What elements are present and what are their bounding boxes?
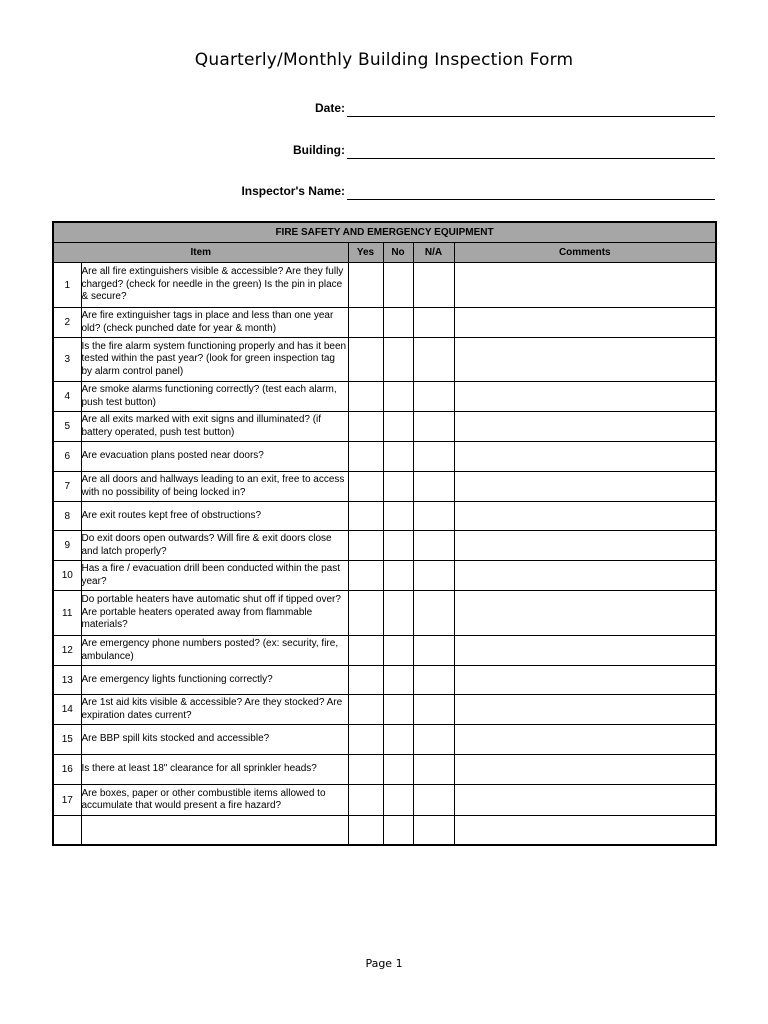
- na-cell[interactable]: [413, 382, 454, 412]
- question-text: Are exit routes kept free of obstructions?: [81, 509, 262, 521]
- row-question: [81, 442, 348, 472]
- yes-cell[interactable]: [348, 412, 383, 442]
- no-cell[interactable]: [383, 382, 413, 412]
- row-question: [81, 591, 348, 636]
- inspection-table: [52, 221, 717, 846]
- row-question: [81, 338, 348, 382]
- section-title: FIRE SAFETY AND EMERGENCY EQUIPMENT: [53, 222, 716, 243]
- row-number: 15: [53, 725, 81, 755]
- na-cell[interactable]: [413, 561, 454, 591]
- row-question: [81, 666, 348, 695]
- no-cell[interactable]: [383, 263, 413, 308]
- row-number: 12: [53, 636, 81, 666]
- na-cell[interactable]: [413, 531, 454, 561]
- table-row: [53, 382, 716, 412]
- comments-cell[interactable]: [454, 591, 716, 636]
- question-text: Are emergency phone numbers posted? (ex: security, fire, ambulance): [81, 638, 339, 662]
- building-input-line[interactable]: [347, 138, 715, 159]
- no-cell[interactable]: [383, 666, 413, 695]
- table-row: [53, 725, 716, 755]
- comments-cell[interactable]: [454, 308, 716, 338]
- comments-cell[interactable]: [454, 755, 716, 785]
- no-cell[interactable]: [383, 785, 413, 816]
- building-label: Building:: [293, 143, 345, 157]
- no-cell[interactable]: [383, 308, 413, 338]
- question-text: Are 1st aid kits visible & accessible? Are they stocked? Are expiration dates current?: [81, 697, 343, 721]
- row-question: [81, 308, 348, 338]
- na-cell[interactable]: [413, 636, 454, 666]
- row-number: 6: [53, 442, 81, 472]
- na-cell[interactable]: [413, 412, 454, 442]
- yes-cell[interactable]: [348, 472, 383, 502]
- row-question: [81, 263, 348, 308]
- yes-cell[interactable]: [348, 695, 383, 725]
- row-question: [81, 412, 348, 442]
- section-header-row: [53, 222, 716, 243]
- comments-cell[interactable]: [454, 382, 716, 412]
- row-number: 10: [53, 561, 81, 591]
- no-cell[interactable]: [383, 591, 413, 636]
- table-row: [53, 308, 716, 338]
- page-number: Page 1: [365, 957, 403, 970]
- row-number: 2: [53, 308, 81, 338]
- yes-cell[interactable]: [348, 725, 383, 755]
- date-label: Date:: [314, 101, 345, 115]
- comments-cell[interactable]: [454, 785, 716, 816]
- inspector-name-field: [0, 178, 768, 200]
- na-cell[interactable]: [413, 816, 454, 846]
- table-row: [53, 263, 716, 308]
- table-row: [53, 561, 716, 591]
- row-question: [81, 755, 348, 785]
- question-text: Are BBP spill kits stocked and accessible?: [81, 733, 270, 745]
- row-number: 1: [53, 263, 81, 308]
- row-question: [81, 695, 348, 725]
- inspector-name-label: Inspector's Name:: [241, 184, 345, 198]
- yes-cell[interactable]: [348, 382, 383, 412]
- yes-cell[interactable]: [348, 591, 383, 636]
- row-number: 3: [53, 338, 81, 382]
- question-text: Do portable heaters have automatic shut off if tipped over? Are portable heaters operated away from flammable materials?: [81, 594, 341, 631]
- na-cell[interactable]: [413, 263, 454, 308]
- row-number: 13: [53, 666, 81, 695]
- question-text: Has a fire / evacuation drill been conducted within the past year?: [81, 563, 340, 587]
- table-row: [53, 472, 716, 502]
- no-cell[interactable]: [383, 636, 413, 666]
- row-question: [81, 502, 348, 531]
- comments-cell[interactable]: [454, 412, 716, 442]
- yes-cell[interactable]: [348, 561, 383, 591]
- column-header-no: No: [383, 243, 413, 263]
- table-row: [53, 666, 716, 695]
- row-question: [81, 636, 348, 666]
- yes-cell[interactable]: [348, 308, 383, 338]
- yes-cell[interactable]: [348, 666, 383, 695]
- no-cell[interactable]: [383, 561, 413, 591]
- comments-cell[interactable]: [454, 472, 716, 502]
- inspector-name-input-line[interactable]: [347, 179, 715, 200]
- row-question: [81, 472, 348, 502]
- table-row: [53, 442, 716, 472]
- question-text: Are all fire extinguishers visible & accessible? Are they fully charged? (check for needle in the green) Is the pin in place & secure?: [81, 266, 344, 303]
- table-row: [53, 695, 716, 725]
- column-header-na: N/A: [413, 243, 454, 263]
- table-row: [53, 636, 716, 666]
- no-cell[interactable]: [383, 412, 413, 442]
- row-number: 16: [53, 755, 81, 785]
- question-text: Are emergency lights functioning correctly?: [81, 673, 273, 685]
- column-header-row: [53, 243, 716, 263]
- row-question: [81, 785, 348, 816]
- na-cell[interactable]: [413, 785, 454, 816]
- row-question: [81, 382, 348, 412]
- row-number: 14: [53, 695, 81, 725]
- comments-cell[interactable]: [454, 636, 716, 666]
- question-text: Is there at least 18" clearance for all sprinkler heads?: [81, 763, 317, 775]
- no-cell[interactable]: [383, 755, 413, 785]
- row-question: [81, 561, 348, 591]
- na-cell[interactable]: [413, 472, 454, 502]
- comments-cell[interactable]: [454, 502, 716, 531]
- table-row: [53, 338, 716, 382]
- table-row: [53, 591, 716, 636]
- yes-cell[interactable]: [348, 338, 383, 382]
- na-cell[interactable]: [413, 442, 454, 472]
- comments-cell[interactable]: [454, 695, 716, 725]
- question-text: Do exit doors open outwards? Will fire & exit doors close and latch properly?: [81, 533, 332, 557]
- comments-cell[interactable]: [454, 816, 716, 846]
- comments-cell[interactable]: [454, 561, 716, 591]
- row-number: 7: [53, 472, 81, 502]
- comments-cell[interactable]: [454, 263, 716, 308]
- no-cell[interactable]: [383, 816, 413, 846]
- row-number: 17: [53, 785, 81, 816]
- question-text: Are boxes, paper or other combustible items allowed to accumulate that would present a fire hazard?: [81, 787, 326, 811]
- yes-cell[interactable]: [348, 785, 383, 816]
- no-cell[interactable]: [383, 338, 413, 382]
- row-number: 4: [53, 382, 81, 412]
- no-cell[interactable]: [383, 695, 413, 725]
- na-cell[interactable]: [413, 666, 454, 695]
- yes-cell[interactable]: [348, 531, 383, 561]
- no-cell[interactable]: [383, 442, 413, 472]
- table-row: [53, 816, 716, 846]
- table-row: [53, 755, 716, 785]
- row-number: 11: [53, 591, 81, 636]
- row-number: [53, 816, 81, 846]
- date-field: [0, 95, 768, 117]
- table-row: [53, 785, 716, 816]
- question-text: Are fire extinguisher tags in place and less than one year old? (check punched date for year & month): [81, 310, 334, 334]
- comments-cell[interactable]: [454, 338, 716, 382]
- row-question: [81, 816, 348, 846]
- row-question: [81, 531, 348, 561]
- na-cell[interactable]: [413, 591, 454, 636]
- no-cell[interactable]: [383, 725, 413, 755]
- question-text: Is the fire alarm system functioning properly and has it been tested within the past year? (look for green inspection tag by alarm control panel): [81, 340, 347, 377]
- comments-cell[interactable]: [454, 442, 716, 472]
- column-header-comments: Comments: [454, 243, 716, 263]
- no-cell[interactable]: [383, 502, 413, 531]
- table-row: [53, 531, 716, 561]
- form-title: Quarterly/Monthly Building Inspection Form: [194, 50, 574, 70]
- table-row: [53, 502, 716, 531]
- no-cell[interactable]: [383, 472, 413, 502]
- na-cell[interactable]: [413, 338, 454, 382]
- question-text: Are all doors and hallways leading to an exit, free to access with no possibility of being locked in?: [81, 474, 345, 498]
- row-number: 5: [53, 412, 81, 442]
- yes-cell[interactable]: [348, 502, 383, 531]
- column-header-item: Item: [53, 243, 348, 263]
- yes-cell[interactable]: [348, 636, 383, 666]
- comments-cell[interactable]: [454, 531, 716, 561]
- comments-cell[interactable]: [454, 666, 716, 695]
- no-cell[interactable]: [383, 531, 413, 561]
- na-cell[interactable]: [413, 502, 454, 531]
- yes-cell[interactable]: [348, 263, 383, 308]
- question-text: Are all exits marked with exit signs and illuminated? (if battery operated, push test button): [81, 414, 322, 438]
- row-number: 8: [53, 502, 81, 531]
- na-cell[interactable]: [413, 308, 454, 338]
- column-header-yes: Yes: [348, 243, 383, 263]
- yes-cell[interactable]: [348, 442, 383, 472]
- question-text: Are evacuation plans posted near doors?: [81, 450, 264, 462]
- yes-cell[interactable]: [348, 816, 383, 846]
- table-row: [53, 412, 716, 442]
- building-field: [0, 137, 768, 159]
- na-cell[interactable]: [413, 695, 454, 725]
- yes-cell[interactable]: [348, 755, 383, 785]
- na-cell[interactable]: [413, 725, 454, 755]
- row-question: [81, 725, 348, 755]
- question-text: Are smoke alarms functioning correctly? (test each alarm, push test button): [81, 384, 337, 408]
- na-cell[interactable]: [413, 755, 454, 785]
- row-number: 9: [53, 531, 81, 561]
- comments-cell[interactable]: [454, 725, 716, 755]
- date-input-line[interactable]: [347, 96, 715, 117]
